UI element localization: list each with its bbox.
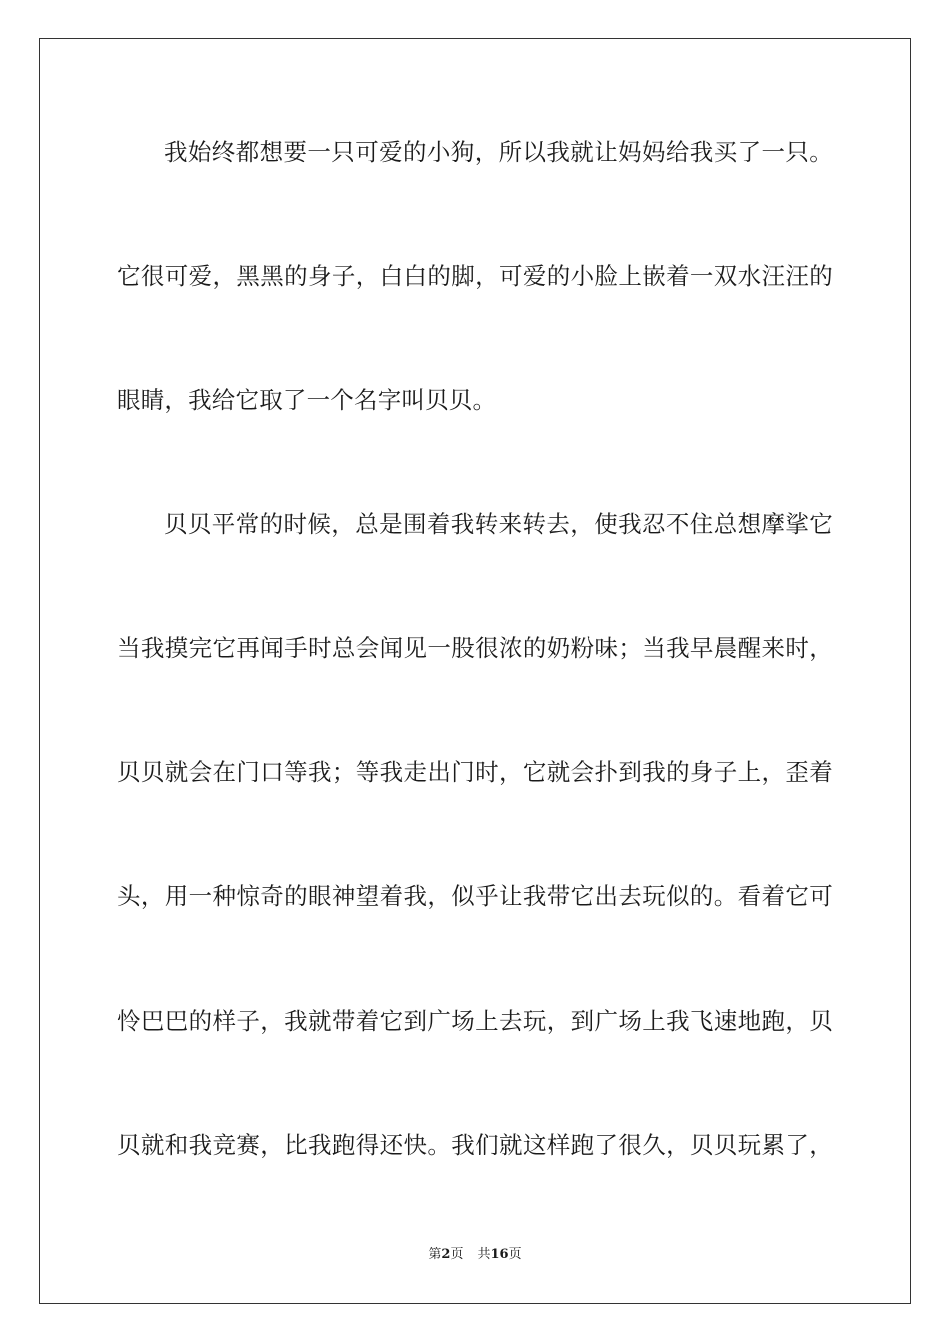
- text-line-5: 当我摸完它再闻手时总会闻见一股很浓的奶粉味；当我早晨醒来时，: [117, 634, 833, 662]
- total-pages: 16: [490, 1247, 509, 1262]
- text-line-9: 贝就和我竞赛，比我跑得还快。我们就这样跑了很久，贝贝玩累了，: [117, 1131, 833, 1159]
- text-line-4: 贝贝平常的时候，总是围着我转来转去，使我忍不住总想摩挲它: [164, 510, 833, 538]
- text-line-8: 怜巴巴的样子，我就带着它到广场上去玩，到广场上我飞速地跑，贝: [117, 1007, 833, 1035]
- text-line-7: 头，用一种惊奇的眼神望着我，似乎让我带它出去玩似的。看着它可: [117, 882, 833, 910]
- text-line-2: 它很可爱，黑黑的身子，白白的脚，可爱的小脸上嵌着一双水汪汪的: [117, 262, 833, 290]
- text-line-6: 贝贝就会在门口等我；等我走出门时，它就会扑到我的身子上，歪着: [117, 758, 833, 786]
- text-line-1: 我始终都想要一只可爱的小狗，所以我就让妈妈给我买了一只。: [164, 138, 833, 166]
- text-line-3: 眼睛，我给它取了一个名字叫贝贝。: [117, 386, 497, 414]
- total-prefix: 共: [477, 1247, 491, 1262]
- page-number: 2: [441, 1247, 451, 1262]
- page-footer: [0, 1246, 950, 1264]
- page-border: [39, 38, 911, 1304]
- total-suffix: 页: [508, 1247, 522, 1262]
- page-suffix: 页: [450, 1247, 464, 1262]
- page-prefix: 第: [428, 1247, 442, 1262]
